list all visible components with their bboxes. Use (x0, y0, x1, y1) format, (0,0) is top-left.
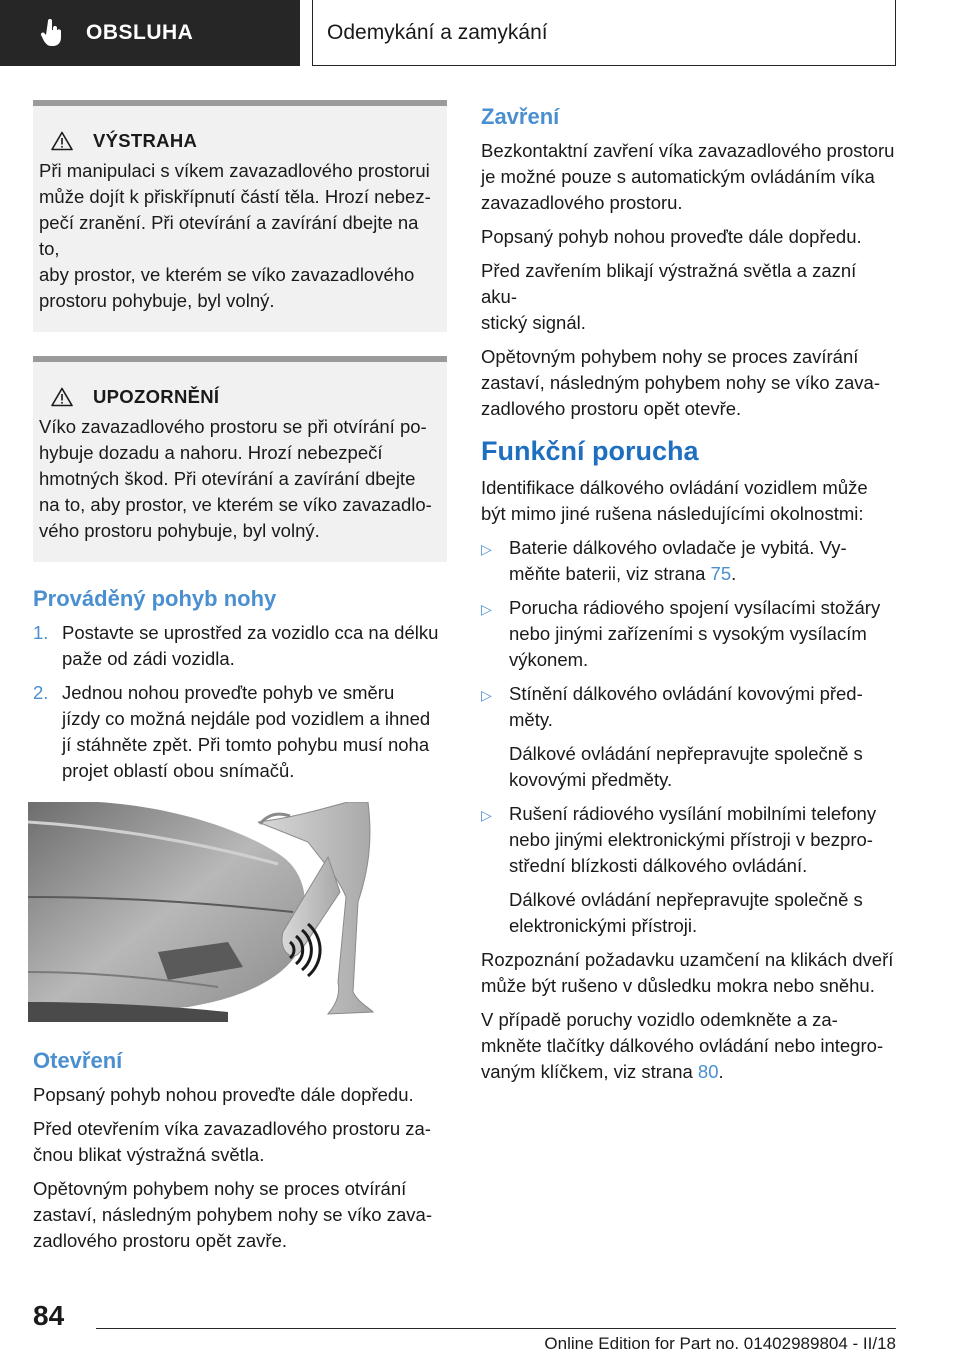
paragraph (33, 1082, 447, 1108)
text-line: vaným klíčkem, viz strana (481, 1061, 698, 1082)
text-line: být mimo jiné rušena následujícími okolnostmi: (481, 503, 864, 524)
text-line: aby prostor, ve kterém se víko zavazadlového (39, 264, 415, 285)
text-line: Rozpoznání požadavku uzamčení na klikách dveří (481, 949, 894, 970)
paragraph (33, 1176, 447, 1254)
text-line: Baterie dálkového ovladače je vybitá. Vy- (509, 537, 847, 558)
page-link-80[interactable]: 80 (697, 1061, 719, 1082)
text-line: zastaví, následným pohybem nohy se víko zava- (33, 1204, 432, 1225)
text-line: elektronickými přístroji. (509, 915, 698, 936)
text-line: V případě poruchy vozidlo odemkněte a za- (481, 1009, 838, 1030)
text-line: hybuje dozadu a nahoru. Hrozí nebezpečí (39, 442, 383, 463)
text-line: paže od zádi vozidla. (62, 648, 235, 669)
text-line: Postavte se uprostřed za vozidlo cca na délku (62, 622, 439, 643)
list-text (509, 801, 895, 879)
text-line: kovovými předměty. (509, 769, 673, 790)
text-line: Stínění dálkového ovládání kovovými před- (509, 683, 863, 704)
footer-edition: Online Edition for Part no. 01402989804 - II/18 (544, 1334, 896, 1353)
footer-divider (96, 1328, 896, 1329)
list-subparagraph (481, 887, 895, 939)
warning-title: VÝSTRAHA (93, 130, 198, 151)
text-line: Při manipulaci s víkem zavazadlového prostorui (39, 160, 430, 181)
text-line: Před otevřením víka zavazadlového prostoru za- (33, 1118, 431, 1139)
text-line: Popsaný pohyb nohou proveďte dále dopředu. (481, 226, 862, 247)
text-line: Před zavřením blikají výstražná světla a zazní aku- (481, 260, 857, 307)
list-number: 2. (33, 682, 49, 703)
paragraph (481, 138, 895, 216)
paragraph (481, 258, 895, 336)
text-line: čnou blikat výstražná světla. (33, 1144, 265, 1165)
text-line: zavazadlového prostoru. (481, 192, 683, 213)
text-line: vého prostoru pohybuje, byl volný. (39, 520, 320, 541)
caution-title-row (51, 386, 433, 408)
text-line: hmotných škod. Při otevírání a zavírání dbejte (39, 468, 416, 489)
triangle-bullet-icon: ▷ (481, 541, 492, 557)
caution-text (39, 414, 433, 544)
section-tab[interactable] (0, 0, 300, 66)
text-line: nebo jinými zařízeními s vysokým vysílacím (509, 623, 867, 644)
text-line: . (718, 1061, 724, 1082)
heading-malfunction: Funkční porucha (481, 436, 699, 466)
list-item (481, 595, 895, 673)
triangle-bullet-icon: ▷ (481, 807, 492, 823)
text-line: Bezkontaktní zavření víka zavazadlového prostoru (481, 140, 895, 161)
text-line: . (731, 563, 737, 584)
heading-closing: Zavření (481, 104, 560, 129)
list-item (481, 681, 895, 733)
text-line: stický signál. (481, 312, 586, 333)
warning-triangle-icon (51, 131, 73, 151)
foot-gesture-illustration (28, 802, 383, 1022)
caution-box (33, 356, 447, 562)
triangle-bullet-icon: ▷ (481, 687, 492, 703)
text-line: Opětovným pohybem nohy se proces zavírání (481, 346, 859, 367)
list-subparagraph (481, 741, 895, 793)
text-line: nebo jinými elektronickými přístroji v bezpro- (509, 829, 873, 850)
text-line: Víko zavazadlového prostoru se při otvírání po- (39, 416, 427, 437)
hand-pointer-icon (40, 19, 64, 47)
text-line: výkonem. (509, 649, 589, 670)
text-line: Jednou nohou proveďte pohyb ve směru (62, 682, 395, 703)
text-line: měty. (509, 709, 553, 730)
heading-opening: Otevření (33, 1048, 123, 1073)
page-link-75[interactable]: 75 (710, 563, 732, 584)
paragraph (481, 344, 895, 422)
chapter-title: Odemykání a zamykání (312, 0, 896, 66)
text-line: prostoru pohybuje, byl volný. (39, 290, 275, 311)
page-number: 84 (33, 1300, 65, 1331)
warning-box (33, 100, 447, 332)
list-item (481, 535, 895, 587)
list-text (62, 620, 438, 672)
text-line: Porucha rádiového spojení vysílacími stožáry (509, 597, 881, 618)
paragraph (481, 947, 895, 999)
warning-title-row (51, 130, 433, 152)
text-line: Rušení rádiového vysílání mobilními telefony (509, 803, 877, 824)
list-text (509, 535, 895, 587)
text-line: Popsaný pohyb nohou proveďte dále dopředu. (33, 1084, 414, 1105)
paragraph (481, 1007, 895, 1085)
text-line: může dojít k přiskřípnutí částí těla. Hrozí nebez- (39, 186, 431, 207)
warning-text (39, 158, 433, 314)
text-line: zastaví, následným pohybem nohy se víko zava- (481, 372, 880, 393)
text-line: mkněte tlačítky dálkového ovládání nebo integro- (481, 1035, 884, 1056)
text-line: měňte baterii, viz strana (509, 563, 711, 584)
text-line: Dálkové ovládání nepřepravujte společně s (509, 889, 863, 910)
text-line: zadlového prostoru opět otevře. (481, 398, 742, 419)
paragraph (481, 224, 895, 250)
list-text (509, 595, 895, 673)
text-line: projet oblastí obou snímačů. (62, 760, 295, 781)
list-item (481, 801, 895, 879)
paragraph (481, 475, 895, 527)
section-label: OBSLUHA (86, 21, 194, 44)
left-column (33, 100, 447, 1262)
warning-triangle-icon (51, 387, 73, 407)
text-line: na to, aby prostor, ve kterém se víko zavazadlo- (39, 494, 432, 515)
page-header (0, 0, 960, 66)
text-line: zadlového prostoru opět zavře. (33, 1230, 288, 1251)
text-line: jízdy co možná nejdále pod vozidlem a ihned (62, 708, 431, 729)
text-line: střední blízkosti dálkového ovládání. (509, 855, 808, 876)
text-line: jí stáhněte zpět. Při tomto pohybu musí noha (62, 734, 430, 755)
text-line: pečí zranění. Při otevírání a zavírání dbejte na to, (39, 212, 419, 259)
triangle-bullet-icon: ▷ (481, 601, 492, 617)
list-item (33, 620, 447, 672)
text-line: může být rušeno v důsledku mokra nebo sněhu. (481, 975, 875, 996)
text-line: Identifikace dálkového ovládání vozidlem může (481, 477, 868, 498)
list-number: 1. (33, 622, 49, 643)
paragraph (33, 1116, 447, 1168)
text-line: je možné pouze s automatickým ovládáním víka (481, 166, 875, 187)
right-column (481, 100, 895, 1093)
text-line: Opětovným pohybem nohy se proces otvírání (33, 1178, 407, 1199)
list-text (62, 680, 430, 784)
caution-title: UPOZORNĚNÍ (93, 386, 220, 407)
heading-foot-motion: Prováděný pohyb nohy (33, 586, 277, 611)
text-line: Dálkové ovládání nepřepravujte společně s (509, 743, 863, 764)
list-item (33, 680, 447, 784)
list-text (509, 681, 895, 733)
